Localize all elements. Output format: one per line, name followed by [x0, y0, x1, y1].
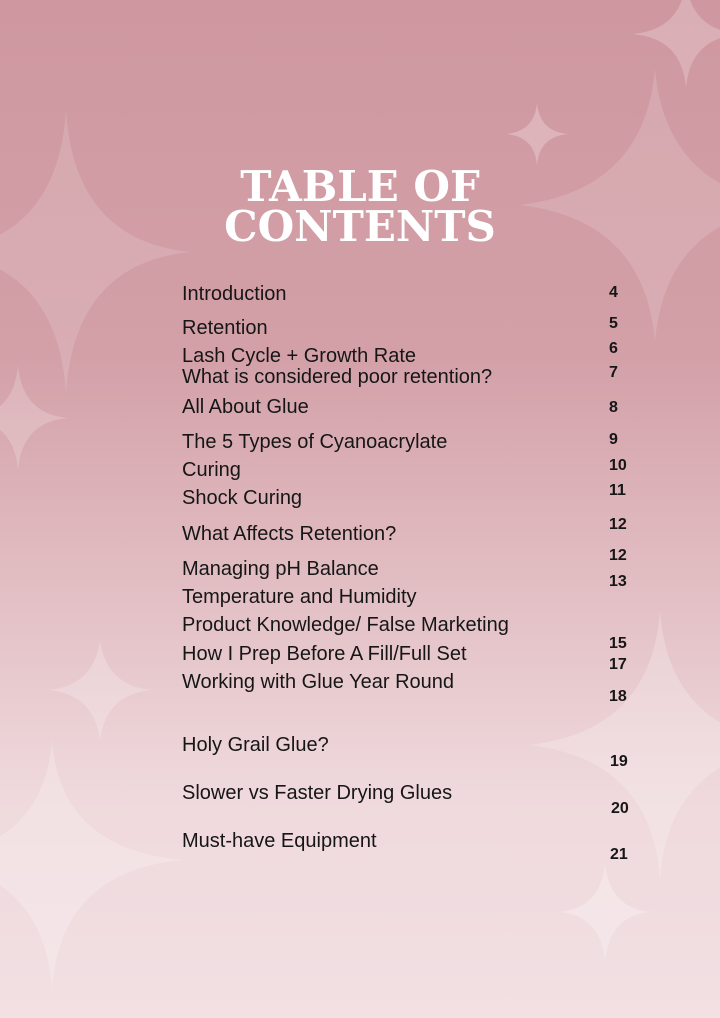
toc-entry-glue-year-round: Working with Glue Year Round — [182, 671, 455, 693]
toc-entry-all-about-glue: All About Glue — [182, 396, 309, 418]
sparkle-icon — [632, 0, 720, 88]
page-number: 6 — [609, 340, 618, 357]
sparkle-icon — [48, 640, 152, 740]
toc-entry-holy-grail: Holy Grail Glue? — [182, 734, 329, 756]
toc-entry-product-knowledge: Product Knowledge/ False Marketing — [182, 614, 509, 636]
page-number: 18 — [609, 688, 627, 705]
page-number: 19 — [610, 753, 628, 770]
page-number: 11 — [609, 482, 626, 499]
toc-entry-curing: Curing — [182, 459, 241, 481]
toc-entry-affects-retention: What Affects Retention? — [182, 523, 397, 545]
toc-entry-equipment: Must-have Equipment — [182, 830, 377, 852]
page-number: 5 — [609, 315, 618, 332]
page-number: 12 — [609, 547, 627, 564]
page-number: 13 — [609, 573, 627, 590]
page-number: 10 — [609, 457, 627, 474]
toc-entry-drying-glues: Slower vs Faster Drying Glues — [182, 782, 453, 804]
title-line-2: CONTENTS — [224, 202, 496, 251]
page-number: 20 — [611, 800, 629, 817]
title-line-1: TABLE OF — [240, 162, 480, 211]
toc-entry-shock-curing: Shock Curing — [182, 487, 303, 509]
sparkle-icon — [0, 740, 185, 990]
page-number: 17 — [609, 656, 627, 673]
toc-entry-temperature-humidity: Temperature and Humidity — [182, 586, 417, 608]
page-number: 8 — [609, 399, 618, 416]
sparkle-icon — [505, 102, 569, 166]
page-number: 7 — [609, 364, 618, 381]
toc-entry-introduction: Introduction — [182, 283, 287, 305]
page-number: 12 — [609, 516, 627, 533]
page-number: 9 — [609, 431, 618, 448]
sparkle-icon — [0, 365, 68, 470]
toc-entry-ph-balance: Managing pH Balance — [182, 558, 379, 580]
toc-entry-prep: How I Prep Before A Fill/Full Set — [182, 643, 467, 665]
page-number: 15 — [609, 635, 627, 652]
page-number: 21 — [610, 846, 628, 863]
sparkle-icon — [560, 862, 650, 962]
page-number: 4 — [609, 284, 618, 301]
toc-entry-cyanoacrylate: The 5 Types of Cyanoacrylate — [182, 431, 448, 453]
toc-entry-lash-cycle: Lash Cycle + Growth Rate — [182, 345, 416, 367]
toc-entry-poor-retention: What is considered poor retention? — [182, 366, 493, 388]
toc-entry-retention: Retention — [182, 317, 268, 339]
sparkle-icon — [0, 110, 190, 394]
